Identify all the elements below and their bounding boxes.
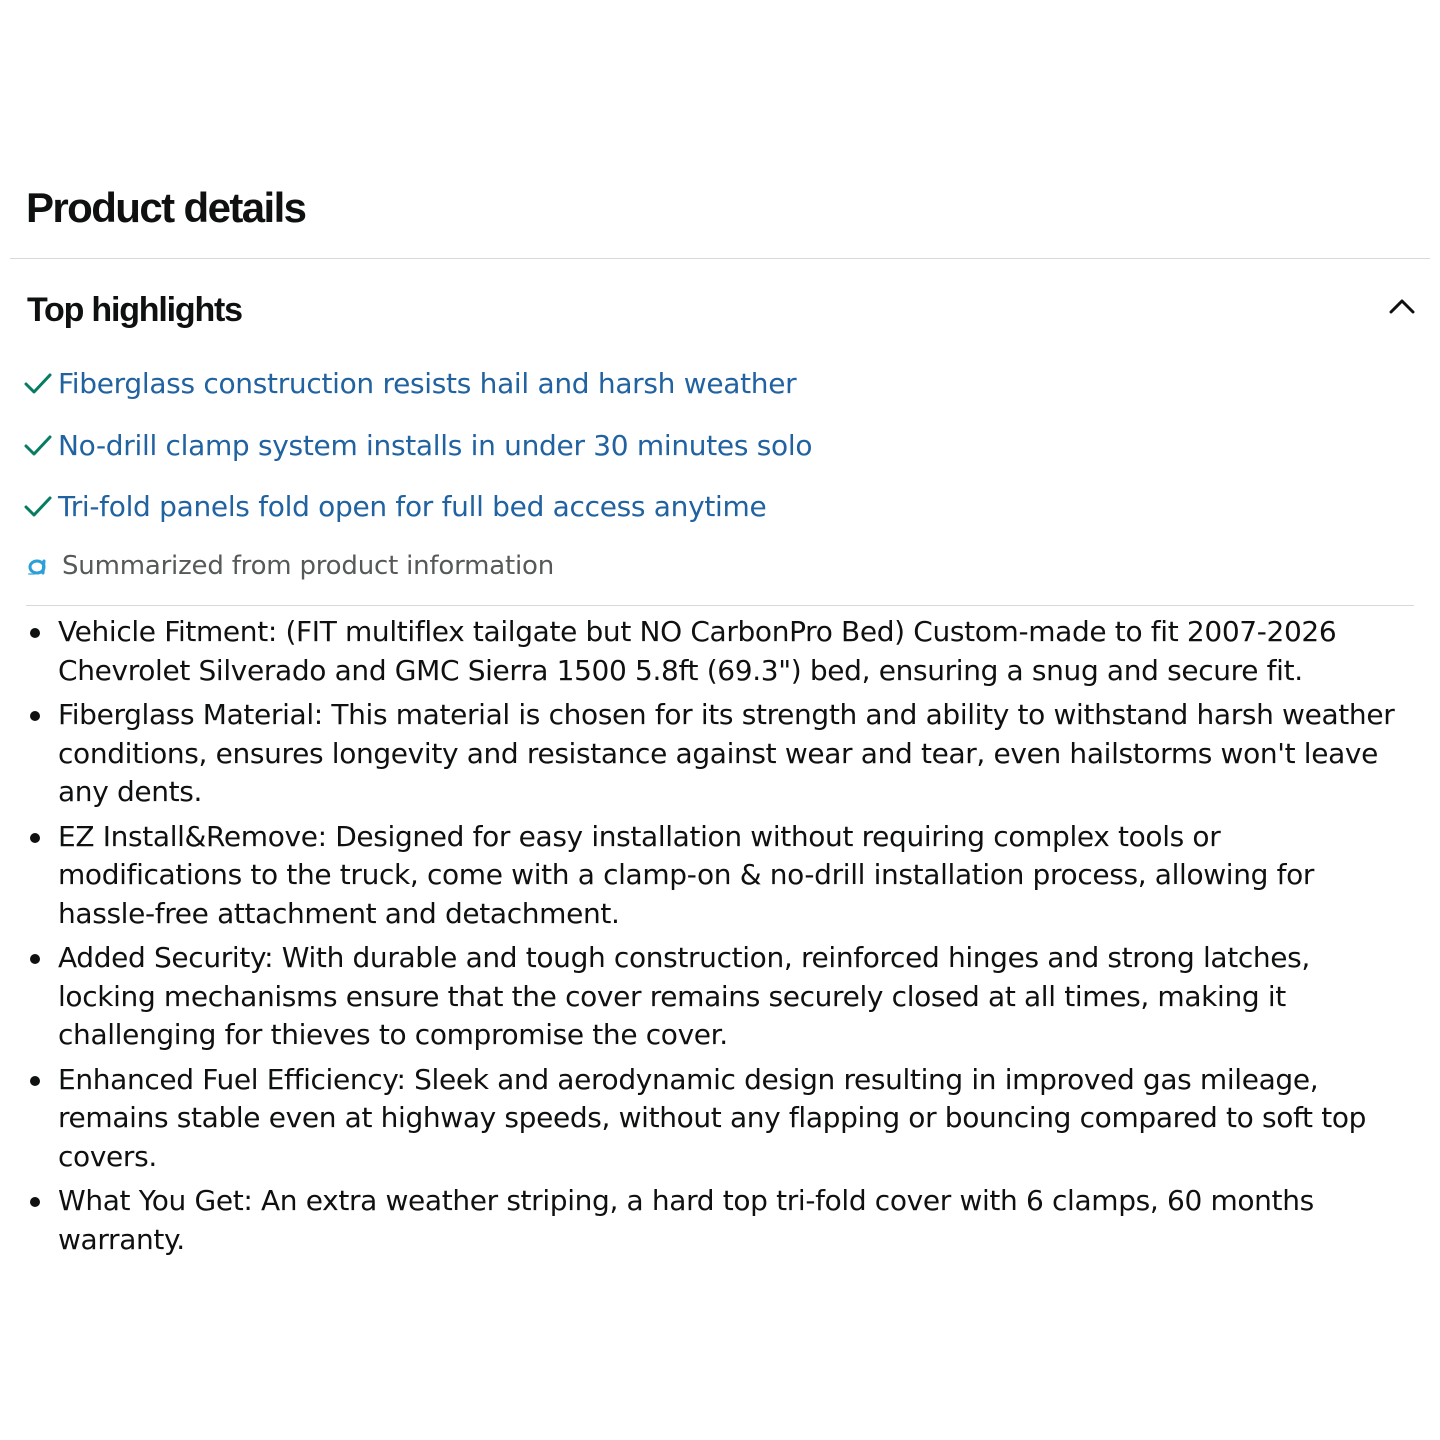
highlight-item: [24, 364, 1024, 426]
check-icon: [24, 487, 58, 527]
bullet-dot: [30, 833, 40, 843]
top-highlights-header[interactable]: [0, 282, 1440, 342]
highlight-item: [24, 487, 1024, 549]
top-highlights-title: Top highlights: [27, 291, 242, 329]
bullet-dot: [30, 954, 40, 964]
collapse-toggle-button[interactable]: [1380, 286, 1424, 326]
bullet-text: What You Get: An extra weather striping, a hard top tri-fold cover with 6 clamps, 60 months warranty.: [58, 1184, 1314, 1256]
bullet-text: Added Security: With durable and tough construction, reinforced hinges and strong latches, locking mechanisms ensure that the cover remains securely closed at all times, making it challenging for thieves to compromise the cover.: [58, 941, 1310, 1051]
highlights-list: [24, 364, 1024, 549]
check-icon: [24, 364, 58, 404]
list-divider: [26, 605, 1414, 606]
list-item: [0, 1182, 1420, 1259]
highlight-item: [24, 426, 1024, 488]
list-item: [0, 696, 1420, 812]
bullet-text: Vehicle Fitment: (FIT multiflex tailgate but NO CarbonPro Bed) Custom-made to fit 2007-2026 Chevrolet Silverado and GMC Sierra 1500 5.8ft (69.3") bed, ensuring a snug and secure fit.: [58, 615, 1337, 687]
bullet-dot: [30, 711, 40, 721]
ai-sparkle-icon: [26, 552, 54, 580]
title-divider: [10, 258, 1430, 259]
summary-text: Summarized from product information: [62, 551, 554, 581]
summary-note: [26, 546, 554, 586]
list-item: [0, 613, 1420, 690]
page-title: Product details: [26, 184, 306, 231]
check-icon: [24, 426, 58, 466]
chevron-up-icon: [1388, 297, 1416, 315]
bullet-dot: [30, 1197, 40, 1207]
bullet-text: EZ Install&Remove: Designed for easy installation without requiring complex tools or modifications to the truck, come with a clamp-on & no-drill installation process, allowing for hassle-free attachment and detachment.: [58, 819, 1315, 930]
list-item: [0, 818, 1420, 934]
bullet-dot: [30, 628, 40, 638]
feature-bullets: [0, 613, 1420, 1265]
list-item: [0, 1061, 1420, 1177]
list-item: [0, 939, 1420, 1055]
highlight-text: Tri-fold panels fold open for full bed access anytime: [58, 490, 767, 523]
bullet-dot: [30, 1076, 40, 1086]
highlight-text: Fiberglass construction resists hail and harsh weather: [58, 367, 797, 400]
bullet-text: Fiberglass Material: This material is chosen for its strength and ability to withstand harsh weather conditions, ensures longevity and resistance against wear and tear, even hailstorms won't leave any dents.: [58, 698, 1395, 808]
bullet-text: Enhanced Fuel Efficiency: Sleek and aerodynamic design resulting in improved gas mileage, remains stable even at highway speeds, without any flapping or bouncing compared to soft top covers.: [58, 1062, 1367, 1173]
highlight-text: No-drill clamp system installs in under 30 minutes solo: [58, 428, 813, 462]
